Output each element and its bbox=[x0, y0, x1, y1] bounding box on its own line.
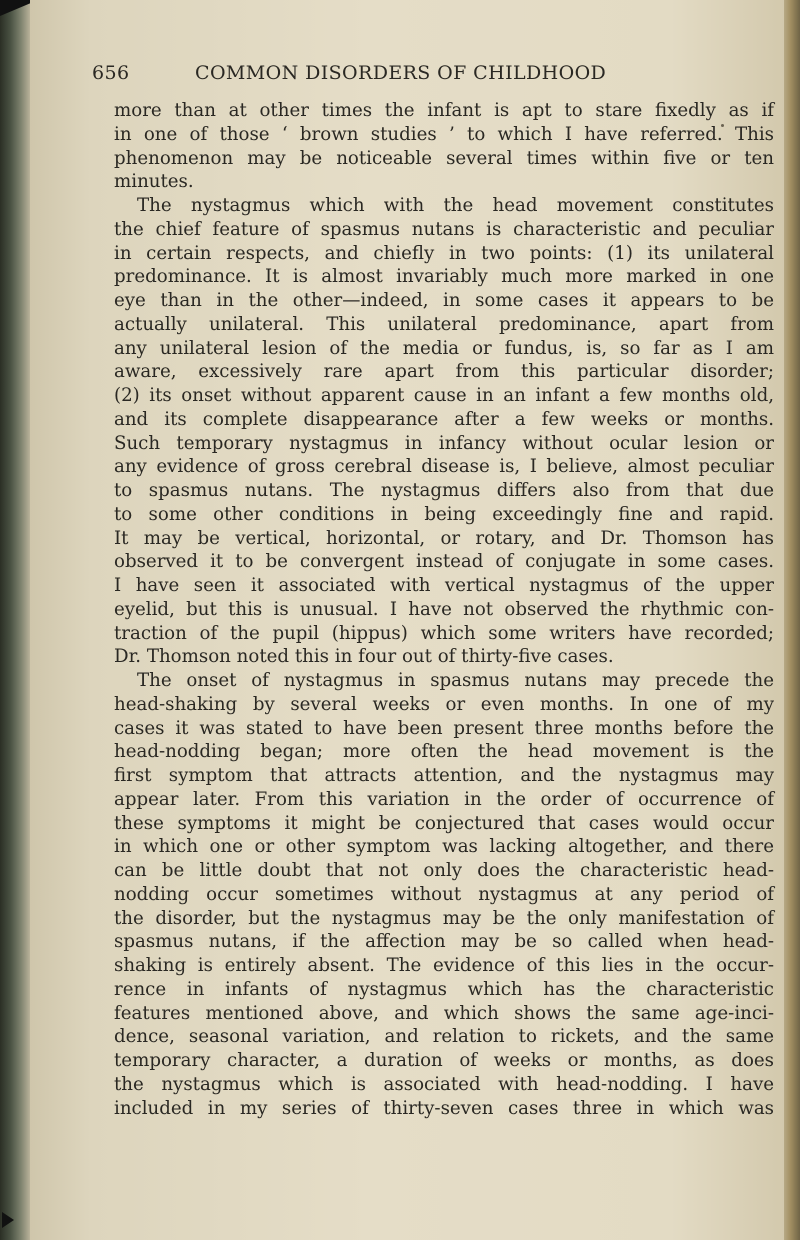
text-line: minutes. bbox=[114, 171, 194, 193]
text-line: in certain respects, and chiefly in two points: (1) its unilateral bbox=[114, 242, 774, 264]
text-line: (2) its onset without apparent cause in an infant a few months old, bbox=[114, 385, 774, 406]
text-line: head-nodding began; more often the head movement is the bbox=[114, 741, 774, 763]
running-head bbox=[92, 62, 732, 90]
text-line: to spasmus nutans. The nystagmus differs also from that due bbox=[114, 480, 774, 501]
book-binding-edge bbox=[0, 0, 30, 1240]
text-line: actually unilateral. This unilateral predominance, apart from bbox=[114, 313, 774, 335]
text-line: I have seen it associated with vertical nystagmus of the upper bbox=[114, 575, 774, 596]
text-line: eyelid, but this is unusual. I have not observed the rhythmic con- bbox=[114, 598, 774, 620]
text-line: predominance. It is almost invariably much more marked in one bbox=[114, 266, 774, 288]
text-line: head-shaking by several weeks or even months. In one of my bbox=[114, 693, 774, 715]
text-line: these symptoms it might be conjectured that cases would occur bbox=[114, 812, 774, 834]
text-line: spasmus nutans, if the affection may be so called when head- bbox=[114, 931, 774, 953]
text-line: any evidence of gross cerebral disease is, I believe, almost peculiar bbox=[114, 456, 774, 478]
text-line: traction of the pupil (hippus) which some writers have recorded; bbox=[114, 622, 774, 644]
text-line: temporary character, a duration of weeks or months, as does bbox=[114, 1050, 774, 1071]
text-line: can be little doubt that not only does the characteristic head- bbox=[114, 860, 774, 881]
text-line: Such temporary nystagmus in infancy without ocular lesion or bbox=[114, 432, 774, 454]
body-text bbox=[114, 99, 774, 1120]
text-line: to some other conditions in being exceedingly fine and rapid. bbox=[114, 503, 774, 525]
text-line: Dr. Thomson noted this in four out of thirty-five cases. bbox=[114, 646, 614, 668]
text-line: shaking is entirely absent. The evidence of this lies in the occur- bbox=[114, 955, 774, 976]
text-line: in one of those ‘ brown studies ’ to which I have referred. This bbox=[114, 123, 774, 145]
text-line: aware, excessively rare apart from this particular disorder; bbox=[114, 361, 774, 383]
text-line: observed it to be convergent instead of conjugate in some cases. bbox=[114, 551, 774, 573]
text-line: The onset of nystagmus in spasmus nutans may precede the bbox=[137, 670, 774, 691]
text-line: features mentioned above, and which shows the same age-inci- bbox=[114, 1002, 774, 1024]
text-line: and its complete disappearance after a few weeks or months. bbox=[114, 408, 774, 430]
text-line: cases it was stated to have been present three months before the bbox=[114, 717, 774, 739]
text-line: the nystagmus which is associated with head-nodding. I have bbox=[114, 1073, 774, 1095]
text-line: It may be vertical, horizontal, or rotary, and Dr. Thomson has bbox=[114, 527, 774, 549]
text-line: more than at other times the infant is apt to stare fixedly as if bbox=[114, 100, 774, 121]
chapter-title: COMMON DISORDERS OF CHILDHOOD bbox=[195, 62, 607, 84]
text-line: first symptom that attracts attention, and the nystagmus may bbox=[114, 765, 774, 786]
text-line: The nystagmus which with the head movement constitutes bbox=[137, 195, 774, 216]
text-line: the disorder, but the nystagmus may be the only manifestation of bbox=[114, 907, 774, 929]
text-line: nodding occur sometimes without nystagmus at any period of bbox=[114, 883, 774, 905]
page-edge-right bbox=[784, 0, 800, 1240]
text-line: the chief feature of spasmus nutans is characteristic and peculiar bbox=[114, 218, 774, 240]
text-line: dence, seasonal variation, and relation to rickets, and the same bbox=[114, 1026, 774, 1048]
text-line: eye than in the other—indeed, in some cases it appears to be bbox=[114, 290, 774, 311]
text-line: rence in infants of nystagmus which has the characteristic bbox=[114, 978, 774, 1000]
binding-tick-mark bbox=[2, 1212, 14, 1228]
text-line: included in my series of thirty-seven cases three in which was bbox=[114, 1097, 774, 1119]
text-line: any unilateral lesion of the media or fundus, is, so far as I am bbox=[114, 337, 774, 359]
text-line: in which one or other symptom was lacking altogether, and there bbox=[114, 836, 774, 858]
text-line: phenomenon may be noticeable several times within five or ten bbox=[114, 147, 774, 169]
page-number: 656 bbox=[92, 62, 130, 84]
text-line: appear later. From this variation in the order of occurrence of bbox=[114, 788, 774, 810]
